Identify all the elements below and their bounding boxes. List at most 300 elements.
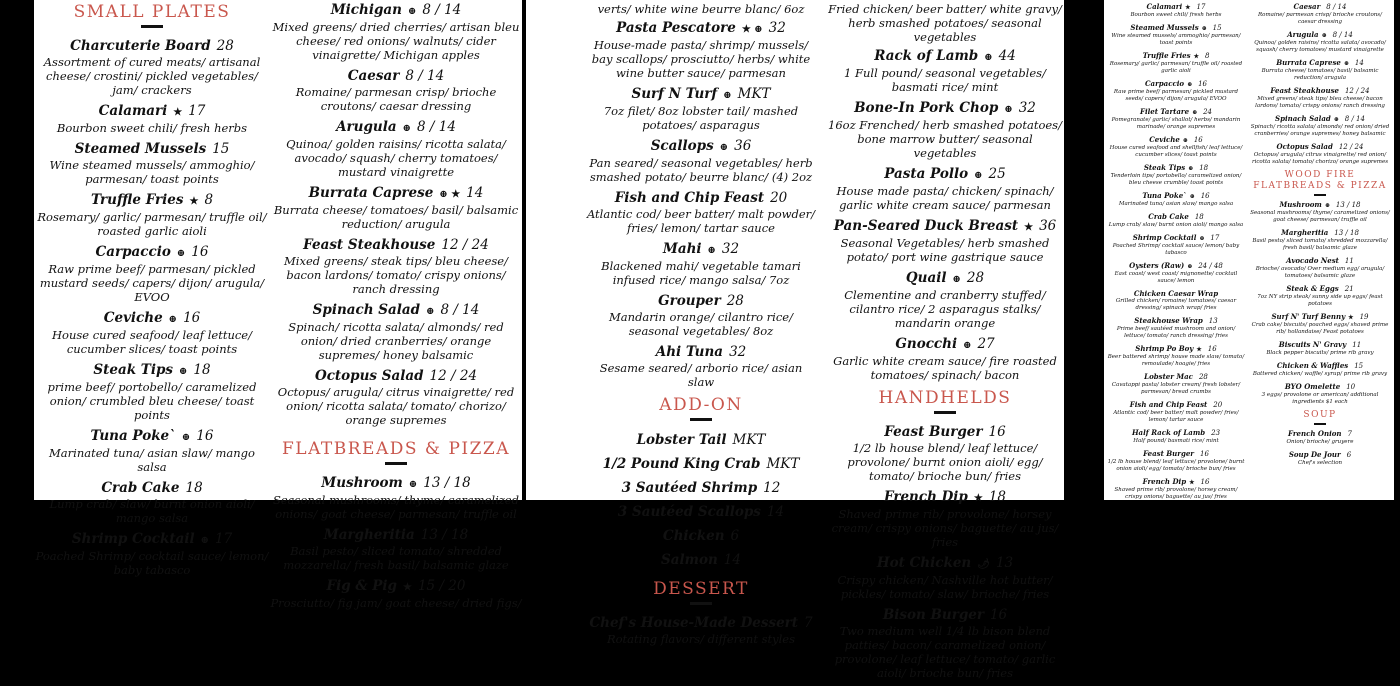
dietary-icon: ⊕ xyxy=(719,142,729,153)
item-description: Mandarin orange/ cilantro rice/ seasonal vegetables/ 8oz xyxy=(609,310,793,338)
item-description: Blackened mahi/ vegetable tamari infused rice/ mango salsa/ 7oz xyxy=(601,259,801,287)
item-price: MKT xyxy=(766,456,800,472)
dietary-icon: ⊕ xyxy=(1188,165,1194,172)
item-description: Atlantic cod/ beer batter/ malt powder/ fries/ lemon/ tartar sauce xyxy=(1113,410,1239,423)
item-description: Cavatappi pasta/ lobster cream/ fresh lobster/ parmesan/ bread crumbs xyxy=(1111,382,1241,395)
dietary-icon: ★ xyxy=(1193,53,1199,60)
dietary-icon: ⊕ xyxy=(176,248,186,259)
menu-item xyxy=(1106,289,1246,312)
item-description: Mixed greens/ steak tips/ bleu cheese/ bacon lardons/ tomato/ crispy onions/ ranch dressing xyxy=(1255,96,1385,109)
item-price: 32 xyxy=(768,20,786,36)
menu-column xyxy=(826,2,1064,686)
item-description: East coast/ west coast/ mignonette/ cocktail sauce/ lemon xyxy=(1114,271,1238,284)
item-description: House made pasta/ chicken/ spinach/ garlic white cream sauce/ parmesan xyxy=(836,184,1054,212)
item-price: 17 xyxy=(1210,234,1220,242)
dietary-icon: ⊕ xyxy=(426,306,435,317)
item-name: Calamari ★ 17 xyxy=(98,103,206,119)
item-description: Rosemary/ garlic/ parmesan/ truffle oil/ roasted garlic aioli xyxy=(1109,61,1243,74)
dietary-icon: ⊕ xyxy=(1324,202,1330,209)
dietary-icon: ★ xyxy=(173,107,183,118)
menu-item xyxy=(1250,429,1390,446)
menu-item xyxy=(270,185,522,231)
menu-item xyxy=(826,555,1064,601)
item-price: 18 xyxy=(1194,213,1204,221)
item-description: Wine steamed mussels/ ammoghio/ parmesan/ toast points xyxy=(1111,33,1241,46)
item-name: Burrata Caprese ⊕ ★ 14 xyxy=(308,185,484,201)
item-name: Michigan ⊕ 8 / 14 xyxy=(330,2,462,18)
item-description: Spinach/ ricotta salata/ almonds/ red onion/ dried cranberries/ orange supremes/ honey balsamic xyxy=(1250,124,1390,137)
section-divider xyxy=(690,418,712,421)
item-name: Ahi Tuna 32 xyxy=(655,344,747,360)
item-description: 1/2 lb house blend/ leaf lettuce/ provolone/ burnt onion aioli/ egg/ tomato/ brioche bun/ fries xyxy=(847,441,1043,483)
item-description: Raw prime beef/ parmesan/ pickled mustard seeds/ capers/ dijon/ arugula/ EVOO xyxy=(39,262,265,304)
item-name: Crab Cake 18 xyxy=(101,480,203,496)
item-name: Truffle Fries ★ 8 xyxy=(1142,51,1210,60)
menu-column xyxy=(34,0,270,583)
dietary-icon: ⊕ xyxy=(407,6,417,17)
item-description: Seasonal Vegetables/ herb smashed potato/ port wine gastrique sauce xyxy=(840,236,1050,264)
menu-item xyxy=(1250,382,1390,406)
menu-item xyxy=(1250,200,1390,224)
item-description: Two medium well 1/4 lb bison blend patties/ bacon/ caramelized onion/ provolone/ leaf lettuce/ tomato/ garlic aioli/ brioche bun/ fries xyxy=(834,624,1056,680)
item-name: Avocado Nest 11 xyxy=(1286,256,1354,265)
menu-item xyxy=(1106,79,1246,103)
item-price: 10 xyxy=(1346,383,1356,391)
item-description: Battered chicken/ waffle/ syrup/ prime rib gravy xyxy=(1252,371,1388,377)
item-price: 12 xyxy=(763,480,781,496)
item-price: 18 xyxy=(1199,164,1209,172)
menu-item xyxy=(1106,23,1246,47)
item-price: 8 / 14 xyxy=(1344,115,1365,123)
section-heading: DESSERT xyxy=(653,579,749,599)
item-price: 13 / 18 xyxy=(1335,201,1361,209)
item-description: Basil pesto/ sliced tomato/ shredded mozzarella/ fresh basil/ balsamic glaze xyxy=(1252,238,1388,251)
item-name: Pasta Pescatore ★ ⊕ 32 xyxy=(616,20,786,36)
item-name: Filet Tartare ⊕ 24 xyxy=(1139,107,1213,116)
item-description: Romaine/ parmesan crisp/ brioche croutons/ caesar dressing xyxy=(295,85,497,113)
item-description: Atlantic cod/ beer batter/ malt powder/ fries/ lemon/ tartar sauce xyxy=(586,207,816,235)
item-price: 8 xyxy=(1204,52,1210,60)
item-description: Poached Shrimp/ cocktail sauce/ lemon/ baby tabasco xyxy=(1112,243,1240,256)
dietary-icon: ⊕ xyxy=(1004,104,1013,115)
item-name: Lobster Tail MKT xyxy=(636,432,766,448)
item-name: Steamed Mussels ⊕ 15 xyxy=(1130,23,1222,32)
menu-item xyxy=(1106,191,1246,208)
menu-item xyxy=(34,310,270,356)
item-name: Gnocchi ⊕ 27 xyxy=(895,336,995,352)
menu-item xyxy=(34,480,270,525)
item-description: Black pepper biscuits/ prime rib gravy xyxy=(1266,350,1374,356)
menu-item xyxy=(1106,316,1246,340)
item-price: 8 / 14 xyxy=(417,119,456,135)
menu-item xyxy=(1106,2,1246,19)
item-name: Bison Burger 16 xyxy=(882,607,1008,623)
menu-item xyxy=(586,138,816,184)
item-price: 16 xyxy=(1207,345,1217,353)
dietary-icon: ★ xyxy=(403,582,412,593)
menu-item xyxy=(586,455,816,473)
menu-item xyxy=(270,527,522,572)
menu-item xyxy=(1250,30,1390,54)
menu-item xyxy=(270,119,522,179)
item-name: Lobster Mac 28 xyxy=(1144,372,1208,381)
item-description: Rotating flavors/ different styles xyxy=(606,632,796,646)
addon-list xyxy=(586,431,816,569)
item-price: 15 xyxy=(212,141,230,157)
menu-item xyxy=(1106,163,1246,187)
section-divider xyxy=(385,462,407,465)
item-description: 1/2 lb house blend/ leaf lettuce/ provolone/ burnt onion aioli/ egg/ tomato/ brioche bun/ fries xyxy=(1107,459,1245,472)
item-price: 27 xyxy=(977,336,995,352)
menu-item xyxy=(826,100,1064,160)
menu-item xyxy=(1106,107,1246,131)
item-price: 16 xyxy=(1198,80,1208,88)
item-name: French Dip ★ 16 xyxy=(1142,477,1210,486)
item-name: Half Rack of Lamb 23 xyxy=(1131,428,1221,437)
menu-item xyxy=(34,531,270,577)
item-name: Quail ⊕ 28 xyxy=(905,270,985,286)
item-price: 16 xyxy=(1193,136,1203,144)
item-name: Hot Chicken 🌶 13 xyxy=(876,555,1014,571)
item-description: Prosciutto/ fig jam/ goat cheese/ dried figs/ xyxy=(270,596,522,610)
item-price: 16 xyxy=(196,428,214,444)
item-price: 16 xyxy=(1200,192,1210,200)
menu-item xyxy=(1250,284,1390,308)
item-price: 18 xyxy=(193,362,211,378)
menu-item xyxy=(826,336,1064,382)
item-price: 6 xyxy=(730,528,740,544)
item-description: House-made pasta/ shrimp/ mussels/ bay scallops/ prosciutto/ herbs/ white wine butter sauce/ parmesan xyxy=(591,38,811,80)
item-name: Pasta Pollo ⊕ 25 xyxy=(884,166,1006,182)
menu-item-list xyxy=(270,2,522,427)
item-name: 3 Sautéed Scallops 14 xyxy=(617,504,785,520)
item-description: Tenderloin tips/ portobello/ caramelized onion/ bleu cheese crumble/ toast points xyxy=(1110,173,1242,186)
dietary-icon: ★ xyxy=(973,493,983,504)
menu-item xyxy=(586,479,816,497)
item-name: Margheritia 13 / 18 xyxy=(323,527,469,543)
menu-item xyxy=(586,503,816,521)
menu-item xyxy=(1106,449,1246,473)
dietary-icon: ⊕ xyxy=(200,535,209,546)
item-description: verts/ white wine beurre blanc/ 6oz xyxy=(597,2,805,16)
item-name: Oysters (Raw) ⊕ 24 / 48 xyxy=(1129,261,1223,270)
item-price: 17 xyxy=(1196,3,1206,11)
menu-item xyxy=(34,141,270,186)
item-name: Arugula ⊕ 8 / 14 xyxy=(1287,30,1353,39)
item-description: Burrata cheese/ tomatoes/ basil/ balsamic reduction/ arugula xyxy=(1261,68,1379,81)
item-description: Onion/ brioche/ gruyere xyxy=(1286,439,1354,445)
menu-item xyxy=(34,244,270,304)
dietary-icon: ⊕ xyxy=(1199,235,1205,242)
item-name: Feast Burger 16 xyxy=(1143,449,1209,458)
menu-page-3 xyxy=(1104,0,1394,500)
item-price: 15 xyxy=(1212,24,1222,32)
item-price: 8 / 14 xyxy=(1326,3,1347,11)
item-name: Surf N' Turf Benny ★ 19 xyxy=(1271,312,1369,321)
dietary-icon: ⊕ xyxy=(402,123,412,134)
item-description: 3 eggs/ provolone or american/ additional ingredients $1 each xyxy=(1261,392,1379,405)
item-description: Clementine and cranberry stuffed/ cilantro rice/ 2 asparagus stalks/ mandarin orange xyxy=(844,288,1046,330)
item-price: 32 xyxy=(1018,100,1036,116)
menu-item xyxy=(826,166,1064,212)
dietary-icon: ⊕ xyxy=(707,245,716,256)
item-price: 8 / 14 xyxy=(440,302,480,318)
item-price: 15 / 20 xyxy=(417,578,466,594)
item-description: Shaved prime rib/ provolone/ horsey cream/ crispy onions/ baguette/ au jus/ fries xyxy=(1114,487,1238,500)
menu-item-list xyxy=(1250,2,1390,166)
menu-item-list xyxy=(270,475,522,610)
item-description: Romaine/ parmesan crisp/ brioche croutons/ caesar dressing xyxy=(1258,12,1382,25)
menu-item-list xyxy=(1250,200,1390,406)
item-price: 19 xyxy=(1359,313,1369,321)
item-price: 12 / 24 xyxy=(1338,143,1364,151)
menu-item xyxy=(34,192,270,238)
item-name: Octopus Salad 12 / 24 xyxy=(1276,142,1364,151)
item-price: 21 xyxy=(1344,285,1354,293)
item-name: Fish and Chip Feast 20 xyxy=(1129,400,1223,409)
item-name: BYO Omelette 10 xyxy=(1284,382,1356,391)
dietary-icon: ⊕ xyxy=(1187,263,1193,270)
menu-page-2 xyxy=(526,0,1064,680)
item-name: Chicken 6 xyxy=(662,528,740,544)
menu-item xyxy=(270,302,522,362)
item-price: 16 xyxy=(989,607,1008,623)
menu-item xyxy=(586,293,816,338)
menu-item-list xyxy=(1250,429,1390,467)
item-name: Calamari ★ 17 xyxy=(1146,2,1206,11)
item-name: Fig & Pig ★ 15 / 20 xyxy=(326,578,466,594)
item-price: 16 xyxy=(183,310,201,326)
menu-item xyxy=(1106,372,1246,396)
item-price: 13 / 18 xyxy=(423,475,471,491)
item-description: Pan seared/ seasonal vegetables/ herb smashed potato/ beurre blanc/ (4) 2oz xyxy=(589,156,813,184)
item-name: Crab Cake 18 xyxy=(1148,212,1204,221)
item-price: 13 xyxy=(995,555,1014,571)
item-price: 7 xyxy=(804,615,813,631)
menu-item xyxy=(34,428,270,474)
item-description: Seasonal mushrooms/ thyme/ caramelized onions/ goat cheese/ parmesan/ truffle oil xyxy=(273,493,519,521)
menu-item xyxy=(1106,477,1246,501)
dietary-icon: ★ xyxy=(1196,346,1202,353)
section-heading: ADD-ON xyxy=(659,395,743,415)
menu-column xyxy=(1250,2,1390,471)
item-description: Quinoa/ golden raisins/ ricotta salata/ avocado/ squash/ cherry tomatoes/ mustard vinaigrette xyxy=(286,137,506,179)
dietary-icon: ⊕ xyxy=(963,340,972,351)
menu-item xyxy=(586,344,816,389)
item-name: Mushroom ⊕ 13 / 18 xyxy=(321,475,471,491)
item-description: Raw prime beef/ parmesan/ pickled mustard seeds/ capers/ dijon/ arugula/ EVOO xyxy=(1113,89,1239,102)
menu-page-1 xyxy=(34,0,522,610)
item-price: 23 xyxy=(1211,429,1221,437)
item-description: Spinach/ ricotta salata/ almonds/ red onion/ dried cranberries/ orange supremes/ honey balsamic xyxy=(288,320,504,362)
item-price: 18 xyxy=(185,480,203,496)
menu-item xyxy=(1250,2,1390,26)
section-heading: HANDHELDS xyxy=(878,388,1012,408)
menu-item-list xyxy=(1106,2,1246,501)
menu-item xyxy=(1106,51,1246,75)
menu-item xyxy=(586,551,816,569)
item-description: Beer battered shrimp/ house made slaw/ tomato/ remoulade/ hoagie/ fries xyxy=(1107,354,1245,367)
menu-item-list xyxy=(826,48,1064,382)
item-description: Lump crab/ slaw/ burnt onion aioli/ mango salsa xyxy=(1108,222,1244,228)
item-name: Fish and Chip Feast 20 xyxy=(614,190,788,206)
menu-item xyxy=(1250,142,1390,166)
menu-item xyxy=(826,48,1064,94)
item-description: Half pound/ basmati rice/ mint xyxy=(1133,438,1219,444)
menu-column xyxy=(270,2,522,616)
item-description: Mixed greens/ dried cherries/ artisan bleu cheese/ red onions/ walnuts/ cider vinaigrette/ Michigan apples xyxy=(272,20,520,62)
item-price: MKT xyxy=(732,432,766,448)
item-name: Grouper 28 xyxy=(658,293,744,309)
dietary-icon: ⊕ xyxy=(179,366,188,377)
item-description: Wine steamed mussels/ ammoghio/ parmesan/ toast points xyxy=(49,158,255,186)
item-name: Feast Burger 16 xyxy=(884,424,1006,440)
item-name: Pan-Seared Duck Breast ★ 36 xyxy=(833,218,1057,234)
item-price: 13 / 18 xyxy=(1334,229,1359,237)
menu-item xyxy=(270,475,522,521)
menu-item-list xyxy=(826,424,1064,680)
item-description: Mixed greens/ steak tips/ bleu cheese/ bacon lardons/ tomato/ crispy onions/ ranch dressing xyxy=(284,254,508,296)
menu-item xyxy=(1250,340,1390,357)
menu-item xyxy=(270,68,522,113)
menu-item xyxy=(826,424,1064,483)
item-description: 1 Full pound/ seasonal vegetables/ basmati rice/ mint xyxy=(844,66,1046,94)
dietary-icon: ⊕ xyxy=(984,52,993,63)
section-heading: SMALL PLATES xyxy=(73,2,231,22)
menu-item xyxy=(586,241,816,287)
item-name: Steamed Mussels 15 xyxy=(74,141,230,157)
item-name: Mushroom ⊕ 13 / 18 xyxy=(1279,200,1361,209)
dietary-icon: ⊕ xyxy=(1343,60,1349,67)
item-price: 12 / 24 xyxy=(429,368,478,384)
menu-item xyxy=(586,615,816,646)
item-price: 12 / 24 xyxy=(441,237,489,253)
item-name: Spinach Salad ⊕ 8 / 14 xyxy=(312,302,480,318)
item-description: Fried chicken/ beer batter/ white gravy/ herb smashed potatoes/ seasonal vegetables xyxy=(828,2,1062,44)
dietary-icon: ⊕ xyxy=(181,432,191,443)
menu-column xyxy=(1106,2,1246,505)
item-price: 8 / 14 xyxy=(422,2,462,18)
item-price: 8 / 14 xyxy=(405,68,445,84)
item-price: 20 xyxy=(770,190,788,206)
item-description: prime beef/ portobello/ caramelized onion/ crumbled bleu cheese/ toast points xyxy=(47,380,257,422)
dietary-icon: ★ xyxy=(189,196,199,207)
menu-item xyxy=(270,2,522,62)
menu-item xyxy=(586,431,816,449)
item-name: Steak Tips ⊕ 18 xyxy=(93,362,211,378)
item-name: Surf N Turf ⊕ MKT xyxy=(631,86,771,102)
item-description: Brioche/ avocado/ Over medium egg/ arugula/ tomatoes/ balsamic glaze xyxy=(1255,266,1385,279)
item-price: MKT xyxy=(737,86,771,102)
item-description: Garlic white cream sauce/ fire roasted tomatoes/ spinach/ bacon xyxy=(833,354,1057,382)
menu-item xyxy=(1250,114,1390,138)
menu-item xyxy=(34,362,270,422)
item-description: Pomegranate/ garlic/ shallot/ herbs/ mandarin marinade/ orange supremes xyxy=(1111,117,1241,130)
item-name: Arugula ⊕ 8 / 14 xyxy=(336,119,456,135)
dietary-icon: 🌶 xyxy=(977,559,990,570)
item-name: Chef's House-Made Dessert 7 xyxy=(589,615,813,631)
dietary-icon: ★ xyxy=(1024,222,1034,233)
item-price: 28 xyxy=(216,38,234,54)
item-price: 15 xyxy=(1354,362,1364,370)
dietary-icon: ⊕ xyxy=(1333,116,1339,123)
item-price: 7 xyxy=(1347,430,1352,438)
item-price: 25 xyxy=(988,166,1006,182)
item-name: Burrata Caprese ⊕ 14 xyxy=(1276,58,1364,67)
dietary-icon: ⊕ xyxy=(1182,137,1188,144)
item-price: 24 xyxy=(1203,108,1213,116)
item-price: 17 xyxy=(215,531,233,547)
item-description: Shaved prime rib/ provolone/ horsey cream/ crispy onions/ baguette/ au jus/ fries xyxy=(831,507,1059,549)
item-price: 14 xyxy=(766,504,785,520)
item-name: Scallops ⊕ 36 xyxy=(650,138,752,154)
item-name: Feast Steakhouse 12 / 24 xyxy=(303,237,489,253)
item-name: Steakhouse Wrap 13 xyxy=(1134,316,1218,325)
menu-item xyxy=(270,237,522,296)
item-price: 28 xyxy=(1198,373,1208,381)
item-description: Octopus/ arugula/ citrus vinaigrette/ red onion/ ricotta salata/ tomato/ chorizo/ orange supremes xyxy=(277,385,515,427)
item-name: Steak Tips ⊕ 18 xyxy=(1143,163,1209,172)
menu-item xyxy=(270,578,522,610)
menu-item xyxy=(1250,228,1390,252)
item-name: Shrimp Cocktail ⊕ 17 xyxy=(71,531,233,547)
menu-item xyxy=(1106,400,1246,424)
item-name: Rack of Lamb ⊕ 44 xyxy=(874,48,1016,64)
menu-item xyxy=(34,103,270,135)
item-name: French Onion 7 xyxy=(1288,429,1352,438)
menu-item xyxy=(586,86,816,132)
dietary-icon: ⊕ xyxy=(723,90,732,101)
item-name: 1/2 Pound King Crab MKT xyxy=(602,456,800,472)
item-price: 6 xyxy=(1346,451,1352,459)
item-price: 44 xyxy=(998,48,1016,64)
item-price: 36 xyxy=(1039,218,1057,234)
menu-item xyxy=(826,489,1064,549)
menu-item xyxy=(1106,135,1246,159)
section-divider xyxy=(1314,423,1326,425)
dietary-icon: ⊕ xyxy=(408,479,418,490)
dietary-icon: ⊕ xyxy=(1192,109,1198,116)
item-price: 14 xyxy=(466,185,484,201)
menu-item-list xyxy=(586,20,816,389)
dietary-icon: ⊕ xyxy=(1187,81,1193,88)
item-description: Basil pesto/ sliced tomato/ shredded mozzarella/ fresh basil/ balsamic glaze xyxy=(283,544,509,572)
item-price: 17 xyxy=(188,103,206,119)
item-name: Shrimp Cocktail ⊕ 17 xyxy=(1132,233,1220,242)
item-name: Shrimp Po Boy ★ 16 xyxy=(1135,344,1217,353)
section-divider xyxy=(690,602,712,605)
menu-item xyxy=(1250,312,1390,336)
section-heading: SOUP xyxy=(1303,410,1337,420)
item-name: Ceviche ⊕ 16 xyxy=(103,310,201,326)
menu-item xyxy=(826,270,1064,330)
section-heading: FLATBREADS & PIZZA xyxy=(281,439,511,459)
item-description: Quinoa/ golden raisins/ ricotta salata/ avocado/ squash/ cherry tomatoes/ mustard vinaigrette xyxy=(1254,40,1386,53)
item-name: Soup De Jour 6 xyxy=(1288,450,1352,459)
item-price: 14 xyxy=(723,552,741,568)
item-description: 7oz filet/ 8oz lobster tail/ mashed potatoes/ asparagus xyxy=(603,104,799,132)
item-name: Spinach Salad ⊕ 8 / 14 xyxy=(1275,114,1365,123)
item-description: Assortment of cured meats/ artisanal cheese/ crostini/ pickled vegetables/ jam/ crackers xyxy=(43,55,261,97)
item-description: Bourbon sweet chili/ fresh herbs xyxy=(56,121,248,135)
item-name: Truffle Fries ★ 8 xyxy=(90,192,214,208)
dietary-icon: ⊕ xyxy=(974,170,983,181)
item-name: 3 Sautéed Shrimp 12 xyxy=(621,480,781,496)
menu-item xyxy=(1106,233,1246,257)
item-name: Caesar 8 / 14 xyxy=(347,68,445,84)
item-description: Bourbon sweet chili/ fresh herbs xyxy=(1130,12,1222,18)
item-name: Bone-In Pork Chop ⊕ 32 xyxy=(854,100,1036,116)
